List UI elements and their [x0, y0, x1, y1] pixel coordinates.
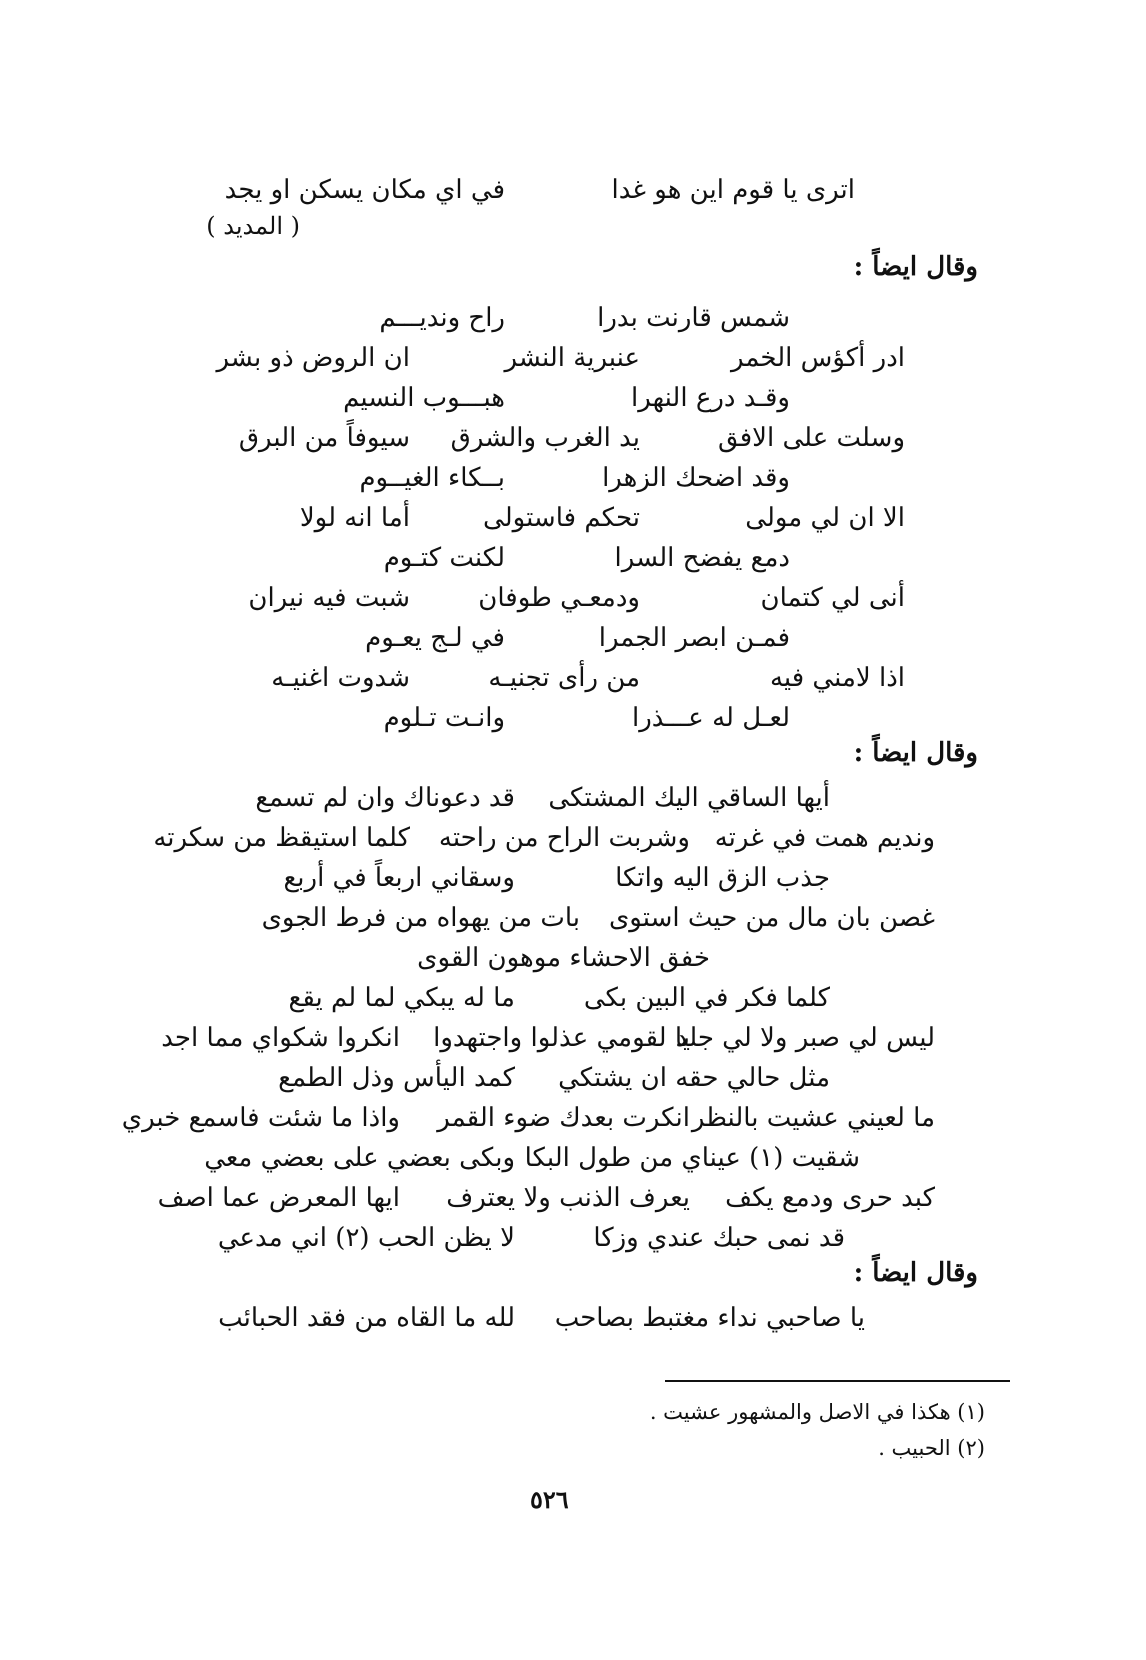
- verse-hemistich: أيها الساقي اليك المشتكى: [548, 783, 830, 813]
- verse-hemistich: شمس قارنت بدرا: [597, 303, 790, 333]
- verse-hemistich: وسقاني اربعاً في أربع: [283, 863, 515, 893]
- footnote: (١) هكذا في الاصل والمشهور عشيت .: [649, 1400, 985, 1424]
- verse-hemistich: كلما فكر في البين بكى: [583, 983, 830, 1013]
- verse-hemistich: انكرت بعدك ضوء القمر: [437, 1103, 690, 1133]
- verse-hemistich: اترى يا قوم اين هو غدا: [611, 175, 855, 205]
- section-intro: وقال ايضاً :: [853, 252, 978, 282]
- verse-hemistich: بات من يهواه من فرط الجوى: [261, 903, 580, 933]
- meter-label: ( المديد ): [206, 212, 300, 240]
- verse-hemistich: ما لعيني عشيت بالنظر: [691, 1103, 935, 1133]
- verse-hemistich: خفق الاحشاء موهون القوى: [417, 943, 710, 973]
- verse-hemistich: الا ان لي مولى: [745, 503, 905, 533]
- verse-hemistich: اذا لامني فيه: [769, 663, 905, 693]
- verse-hemistich: وقد اضحك الزهرا: [602, 463, 790, 493]
- verse-hemistich: يا صاحبي نداء مغتبط بصاحب: [554, 1303, 865, 1333]
- verse-hemistich: ما له يبكي لما لم يقع: [288, 983, 515, 1013]
- verse-hemistich: لعـل له عـــذرا: [632, 703, 790, 733]
- verse-hemistich: أما انه لولا: [299, 503, 410, 533]
- verse-hemistich: كلما استيقظ من سكرته: [153, 823, 410, 853]
- verse-hemistich: هبـــوب النسيم: [343, 383, 505, 413]
- verse-hemistich: عنبرية النشر: [504, 343, 640, 373]
- footnote: (٢) الحبيب .: [878, 1436, 985, 1460]
- verse-hemistich: ايها المعرض عما اصف: [157, 1183, 400, 1213]
- verse-hemistich: شقيت (١) عيناي من طول البكا: [524, 1143, 860, 1173]
- verse-hemistich: يد الغرب والشرق: [450, 423, 640, 453]
- verse-hemistich: سيوفاً من البرق: [238, 423, 410, 453]
- verse-hemistich: ان الروض ذو بشر: [216, 343, 410, 373]
- verse-hemistich: أنى لي كتمان: [760, 583, 905, 613]
- verse-hemistich: تحكم فاستولى: [483, 503, 640, 533]
- verse-hemistich: يا لقومي عذلوا واجتهدوا: [433, 1023, 690, 1053]
- page-number: ٥٢٦: [530, 1485, 569, 1514]
- verse-hemistich: مثل حالي حقه ان يشتكي: [558, 1063, 830, 1093]
- footnote-separator: [665, 1380, 1010, 1382]
- verse-hemistich: كبد حرى ودمع يكف: [725, 1183, 935, 1213]
- verse-hemistich: ليس لي صبر ولا لي جلد: [675, 1023, 935, 1053]
- verse-hemistich: شدوت اغنيـه: [271, 663, 410, 693]
- verse-hemistich: لا يظن الحب (٢) اني مدعي: [217, 1223, 515, 1253]
- verse-hemistich: جذب الزق اليه واتكا: [615, 863, 830, 893]
- verse-hemistich: في اي مكان يسكن او يجد: [224, 175, 505, 205]
- verse-hemistich: كمد اليأس وذل الطمع: [278, 1063, 515, 1093]
- verse-hemistich: من رأى تجنيـه: [488, 663, 640, 693]
- verse-hemistich: لله ما القاه من فقد الحبائب: [218, 1303, 515, 1333]
- verse-hemistich: وقـد درع النهرا: [631, 383, 790, 413]
- verse-hemistich: شبت فيه نيران: [248, 583, 410, 613]
- verse-hemistich: دمع يفضح السرا: [614, 543, 790, 573]
- verse-hemistich: قد دعوناك وان لم تسمع: [255, 783, 515, 813]
- verse-hemistich: لكنت كتـوم: [383, 543, 505, 573]
- verse-hemistich: وسلت على الافق: [718, 423, 905, 453]
- verse-hemistich: قد نمى حبك عندي وزكا: [593, 1223, 845, 1253]
- verse-hemistich: ونديم همت في غرته: [714, 823, 935, 853]
- section-intro: وقال ايضاً :: [853, 738, 978, 768]
- verse-hemistich: فمـن ابصر الجمرا: [598, 623, 790, 653]
- verse-hemistich: راح ونديـــم: [379, 303, 505, 333]
- verse-hemistich: وانـت تـلوم: [383, 703, 505, 733]
- verse-hemistich: وشربت الراح من راحته: [438, 823, 690, 853]
- verse-hemistich: ادر أكؤس الخمر: [731, 343, 905, 373]
- verse-hemistich: ودمعـي طوفان: [478, 583, 640, 613]
- verse-hemistich: انكروا شكواي مما اجد: [161, 1023, 400, 1053]
- verse-hemistich: بــكاء الغيــوم: [359, 463, 505, 493]
- verse-hemistich: في لـج يعـوم: [365, 623, 505, 653]
- verse-hemistich: واذا ما شئت فاسمع خبري: [121, 1103, 400, 1133]
- verse-hemistich: غصن بان مال من حيث استوى: [608, 903, 935, 933]
- verse-hemistich: يعرف الذنب ولا يعترف: [446, 1183, 690, 1213]
- section-intro: وقال ايضاً :: [853, 1258, 978, 1288]
- verse-hemistich: وبكى بعضي على بعضي معي: [204, 1143, 515, 1173]
